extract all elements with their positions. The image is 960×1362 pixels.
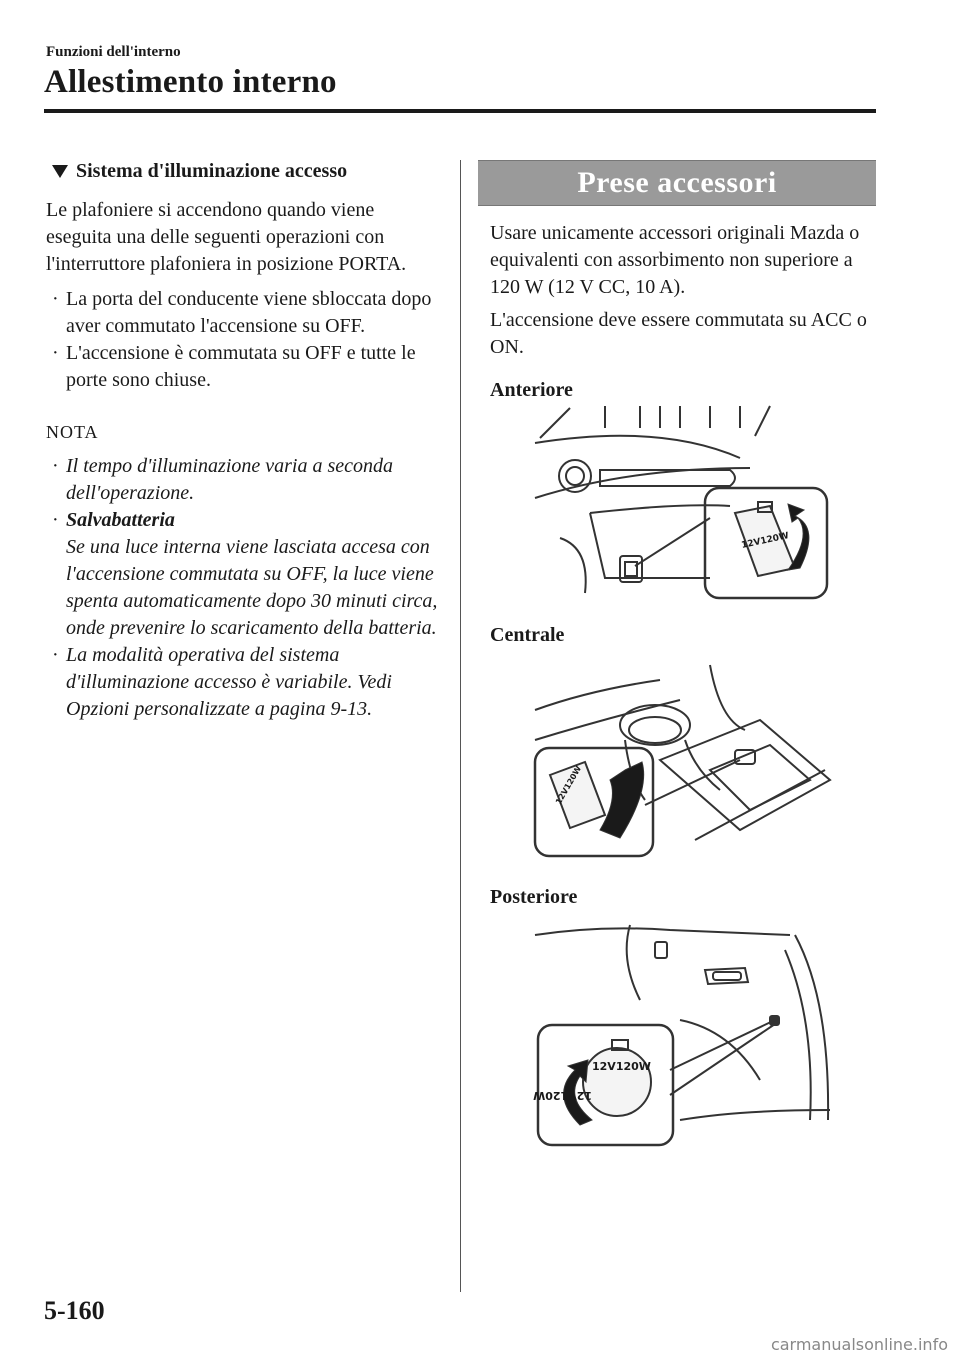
section-label: Funzioni dell'interno [46,44,181,60]
center-socket-illustration [530,660,840,860]
front-socket-illustration [530,398,830,604]
figure-label-front: Anteriore [490,379,573,401]
bullet-icon: · [52,342,59,364]
note-item [46,642,438,723]
watermark: carmanualsonline.info [770,1335,948,1354]
intro-paragraph: Le plafoniere si accendono quando viene eseguita una delle seguenti operazioni con l'interruttore plafoniera in posizione PORTA. [46,199,407,275]
note-item [46,507,438,642]
triangle-down-icon [52,165,68,178]
notes-list [46,453,438,723]
list-item-text: La porta del conducente viene sbloccata dopo aver commutato l'accensione su OFF. [66,288,432,337]
figure-label-center: Centrale [490,624,565,646]
section-banner: Prese accessori [478,160,876,206]
bullet-icon: · [52,644,59,666]
note-title: Salvabatteria [66,509,175,531]
socket-label: 12V120W [553,764,584,806]
bullet-icon: · [52,509,59,531]
figure-label-rear: Posteriore [490,886,578,908]
bullet-icon: · [52,455,59,477]
accessory-paragraph-1: Usare unicamente accessori originali Mazda o equivalenti con assorbimento non superiore a 120 W (12 V CC, 10 A). [490,222,860,298]
list-item [46,340,438,394]
condition-list [46,286,438,394]
right-column [482,160,878,402]
note-text: La modalità operativa del sistema d'illuminazione accesso è variabile. Vedi Opzioni personalizzate a pagina 9-13. [66,644,392,720]
note-text: Se una luce interna viene lasciata accesa con l'accensione commutata su OFF, la luce viene spenta automaticamente dopo 30 minuti circa, onde prevenire lo scaricamento della batteria. [66,536,438,639]
accessory-paragraph-2: L'accensione deve essere commutata su ACC o ON. [490,309,867,358]
socket-label: 12V120W [740,531,790,551]
page-number: 5-160 [44,1296,105,1325]
list-item [46,286,438,340]
subsection-heading-text: Sistema d'illuminazione accesso [76,160,348,182]
rear-socket-illustration [530,920,840,1150]
list-item-text: L'accensione è commutata su OFF e tutte le porte sono chiuse. [66,342,416,391]
page-title: Allestimento interno [44,64,337,100]
subsection-heading [46,160,438,183]
note-text: Il tempo d'illuminazione varia a seconda dell'operazione. [66,455,394,504]
socket-label: 12V120W [592,1060,651,1073]
column-divider [460,160,461,1292]
left-column [46,160,438,723]
note-label: NOTA [46,422,99,442]
note-item [46,453,438,507]
bullet-icon: · [52,288,59,310]
header-rule [44,109,876,113]
socket-label: 12V120W [533,1089,592,1102]
